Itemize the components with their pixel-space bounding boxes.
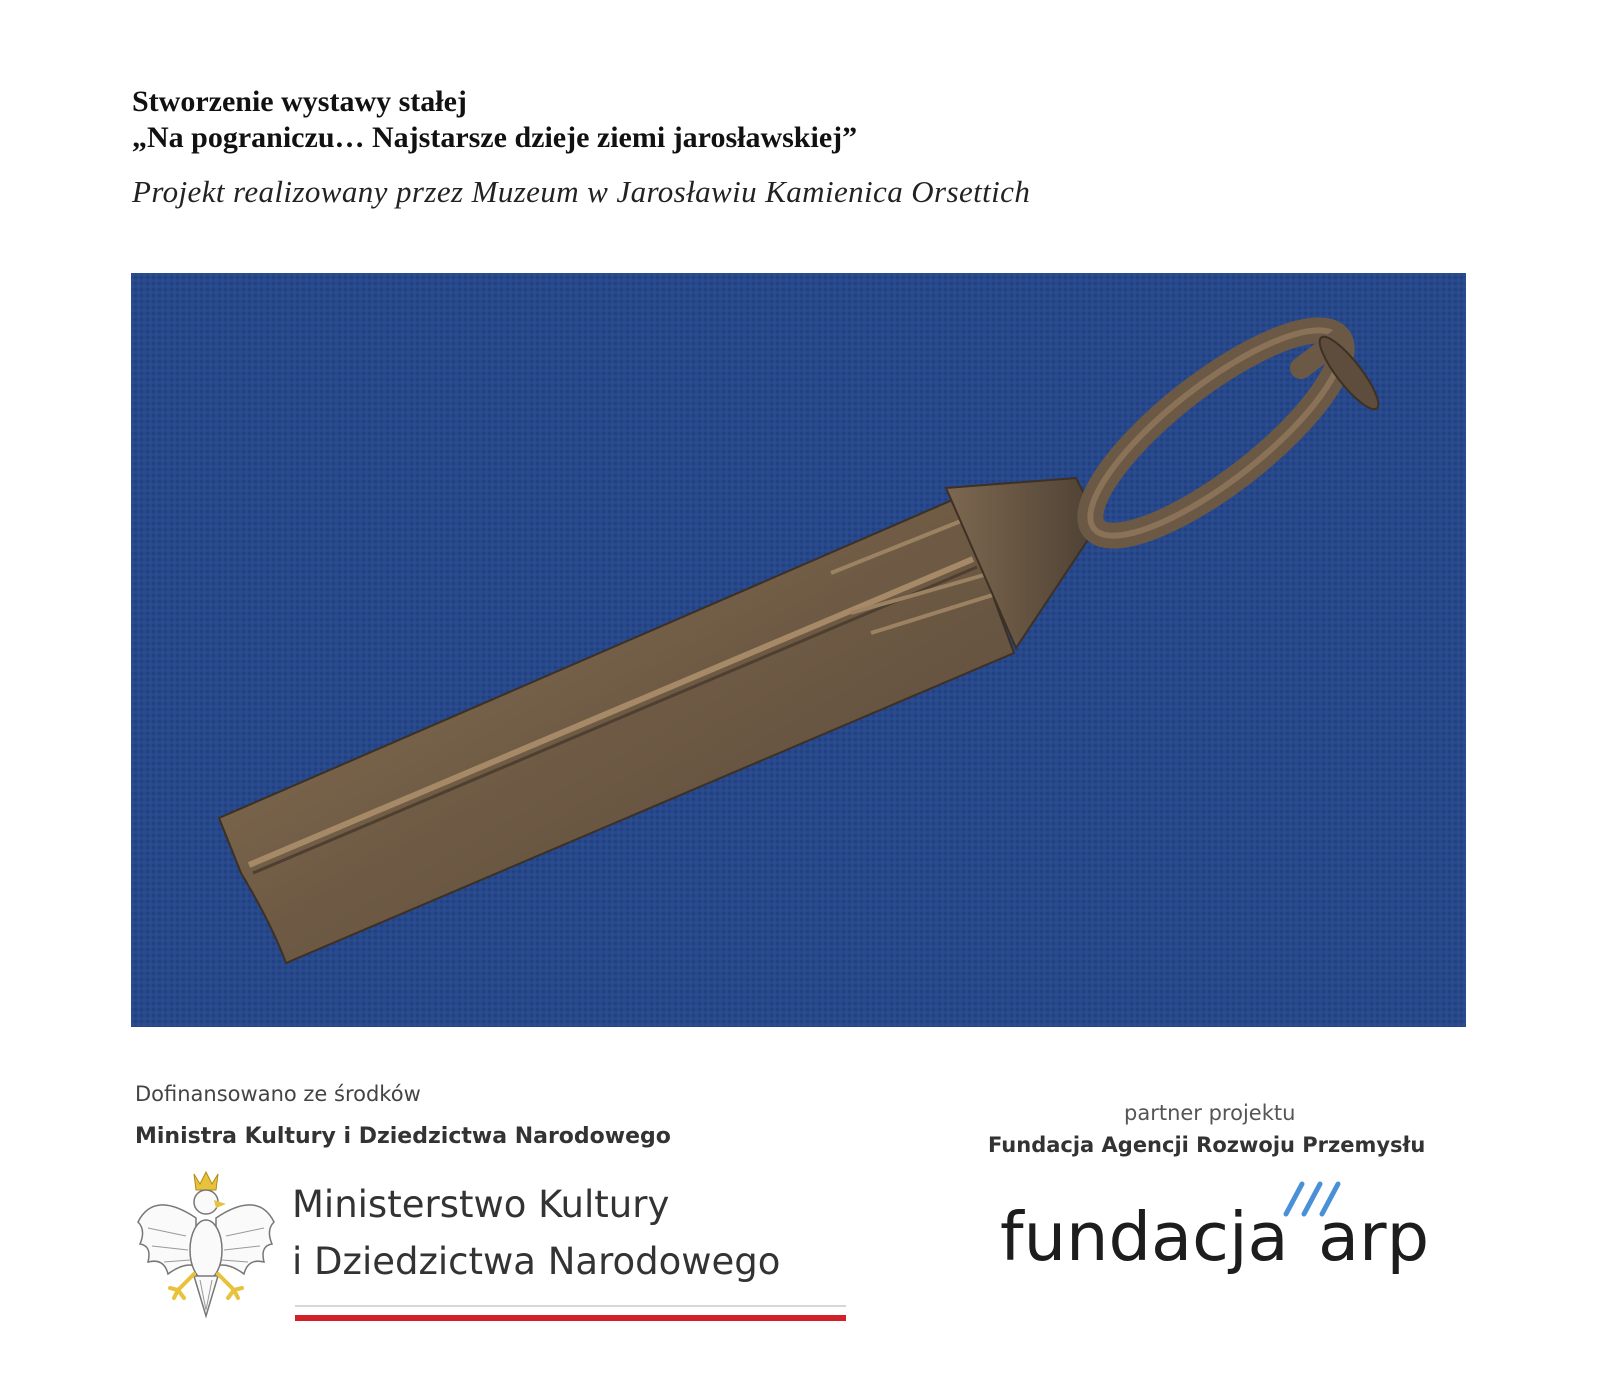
ministry-logo-line-1: Ministerstwo Kultury [292,1183,670,1226]
flag-stripe-white [295,1305,846,1307]
ministry-logo-line-2: i Dziedzictwa Narodowego [292,1240,781,1283]
page-subtitle: Projekt realizowany przez Muzeum w Jarosławiu Kamienica Orsettich [132,174,1031,209]
partner-label: partner projektu [1124,1101,1296,1125]
page-title [132,84,857,156]
white-eagle-icon [134,1170,278,1320]
arp-logo-word-2: arp [1318,1198,1430,1276]
arp-logo-word-1: fundacja [1000,1198,1289,1276]
flag-stripe-red [295,1315,846,1321]
funding-name: Ministra Kultury i Dziedzictwa Narodowego [135,1124,671,1149]
artifact-photo [131,273,1466,1027]
fundacja-arp-logo [1000,1178,1470,1288]
partner-name: Fundacja Agencji Rozwoju Przemysłu [988,1133,1426,1157]
title-line-1: Stworzenie wystawy stałej [132,85,467,118]
funding-intro: Dofinansowano ze środków [135,1082,421,1106]
title-line-2: „Na pograniczu… Najstarsze dzieje ziemi jarosławskiej” [132,121,858,154]
